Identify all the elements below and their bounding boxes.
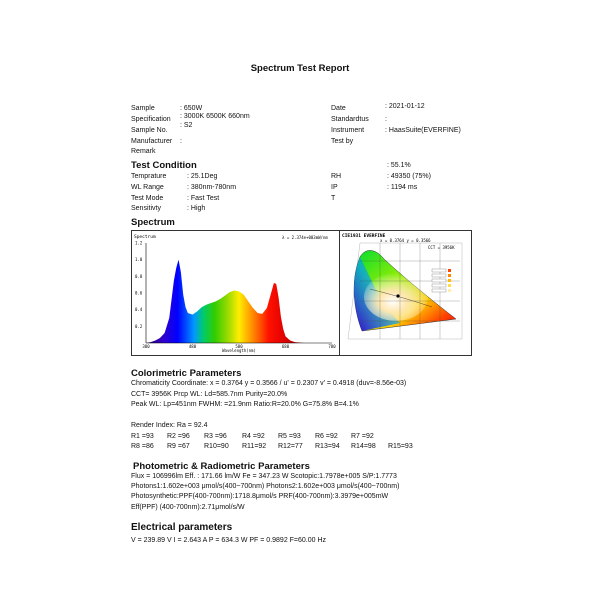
spectrum-x-tick-label: 480	[188, 344, 197, 349]
rh-value-top: : 55.1%	[387, 162, 411, 169]
cie-legend	[432, 269, 446, 292]
r-value: R13=94	[315, 443, 340, 450]
eff-ppf-line: Eff(PPF) (400-700nm):2.71μmol/s/W	[131, 504, 245, 511]
photosynthetic-line: Photosynthetic:PPF(400-700nm):1718.8μmol/s PRF(400-700nm):3.3979e+005mW	[131, 493, 389, 500]
colorimetric-heading: Colorimetric Parameters	[131, 368, 242, 379]
electrical-heading: Electrical parameters	[131, 522, 233, 533]
spectrum-chart	[131, 230, 341, 356]
spectrum-annotation: λ = 2.374e+003mW/nm	[282, 235, 328, 240]
cie-white-region	[364, 273, 428, 321]
info-label: Specification	[131, 116, 171, 123]
condition-label: Test Mode	[131, 195, 164, 202]
spectrum-area	[146, 260, 332, 343]
condition-value: : 1194 ms	[387, 184, 418, 191]
condition-label: IP	[331, 184, 338, 191]
photons-line: Photons1:1.602e+003 μmol/s(400~700nm) Photons2:1.602e+003 μmol/s(400~700nm)	[131, 483, 400, 490]
info-value: : 3000K 6500K 660nm	[180, 113, 250, 120]
spectrum-y-tick-label: 1.0	[135, 257, 143, 263]
info-value: : 650W	[180, 105, 203, 112]
r-value: R15=93	[388, 443, 413, 450]
r-value: R10=90	[204, 443, 229, 450]
condition-value: : Fast Test	[187, 195, 220, 202]
report-title: Spectrum Test Report	[250, 63, 350, 74]
cie-cct-label: CCT = 3956K	[428, 245, 455, 250]
condition-label: Sensitivty	[131, 205, 161, 212]
info-value: : 2021-01-12	[385, 103, 425, 110]
spectrum-y-tick-label: 0.8	[135, 273, 143, 279]
cie-title: CIE1931 EVERFINE	[342, 234, 386, 239]
spectrum-y-tick-label: 0.2	[135, 323, 143, 329]
info-value: :	[180, 138, 182, 145]
spectrum-heading: Spectrum	[131, 217, 175, 228]
info-label: Remark	[131, 148, 156, 155]
test-condition-heading: Test Condition	[131, 160, 197, 171]
condition-label: T	[331, 195, 336, 202]
spectrum-x-tick-label: 680	[281, 344, 290, 349]
condition-label: Temprature	[131, 173, 167, 180]
r-value: R8 =86	[131, 443, 154, 450]
condition-value: : High	[187, 205, 206, 212]
r-value: R14=98	[351, 443, 376, 450]
cie-chart	[339, 230, 472, 356]
condition-label: RH	[331, 173, 342, 180]
r-value: R12=77	[278, 443, 303, 450]
photometric-heading: Photometric & Radiometric Parameters	[133, 461, 310, 472]
flux-line: Flux = 106996lm Eff. : 171.66 lm/W Fe = 347.23 W Scotopic:1.7978e+005 S/P:1.7773	[131, 473, 397, 480]
cie-svg	[340, 231, 471, 355]
condition-value: : 380nm-780nm	[187, 184, 237, 191]
spectrum-ylabel: Spectrum	[134, 235, 156, 240]
cie-point	[396, 294, 399, 297]
info-value: : HaasSuite(EVERFINE)	[385, 127, 461, 134]
condition-value: : 49350 (75%)	[387, 173, 431, 180]
spectrum-y-tick-label: 0.6	[135, 290, 143, 296]
spectrum-xlabel: Wavelength(nm)	[222, 348, 256, 353]
condition-label: WL Range	[131, 184, 164, 191]
info-value: : S2	[180, 122, 193, 129]
r-value: R7 =92	[351, 433, 374, 440]
r-value: R6 =92	[315, 433, 338, 440]
info-label: Sample No.	[131, 127, 168, 134]
spectrum-x-tick-label: 580	[235, 344, 243, 349]
chromaticity-line: Chromaticity Coordinate: x = 0.3764 y = 0.3566 / u' = 0.2307 v' = 0.4918 (duv=-8.56e-03)	[131, 380, 407, 387]
r-value: R4 =92	[242, 433, 265, 440]
spectrum-y-tick-label: 1.2	[135, 240, 143, 246]
r-value: R11=92	[242, 443, 267, 450]
spectrum-x-tick-label: 780	[328, 344, 336, 349]
r-value: R5 =93	[278, 433, 301, 440]
info-label: Test by	[331, 138, 354, 145]
cie-coord-label: x = 0.3764 y = 0.3566	[380, 238, 431, 243]
r-value: R3 =96	[204, 433, 227, 440]
r-value: R9 =67	[167, 443, 190, 450]
info-label: Manufacturer	[131, 138, 173, 145]
r-value: R2 =96	[167, 433, 190, 440]
peak-line: Peak WL: Lp=451nm FWHM: =21.9nm Ratio:R=20.0% G=75.8% B=4.1%	[131, 401, 359, 408]
spectrum-y-tick-label: 0.4	[135, 307, 143, 313]
info-label: Date	[331, 105, 346, 112]
electrical-line: V = 239.89 V I = 2.643 A P = 634.3 W PF = 0.9892 F=60.00 Hz	[131, 537, 327, 544]
cct-line: CCT= 3956K Prcp WL: Ld=585.7nm Purity=20.0%	[131, 391, 288, 398]
condition-value: : 25.1Deg	[187, 173, 218, 180]
cie-legend-swatches	[448, 269, 451, 292]
spectrum-svg	[132, 231, 340, 355]
info-label: Sample	[131, 105, 155, 112]
info-label: Standardtus	[331, 116, 369, 123]
r-value: R1 =93	[131, 433, 154, 440]
info-label: Instrument	[331, 127, 365, 134]
render-index: Render Index: Ra = 92.4	[131, 422, 208, 429]
spectrum-x-tick-label: 380	[142, 344, 150, 349]
info-value: :	[385, 116, 387, 123]
